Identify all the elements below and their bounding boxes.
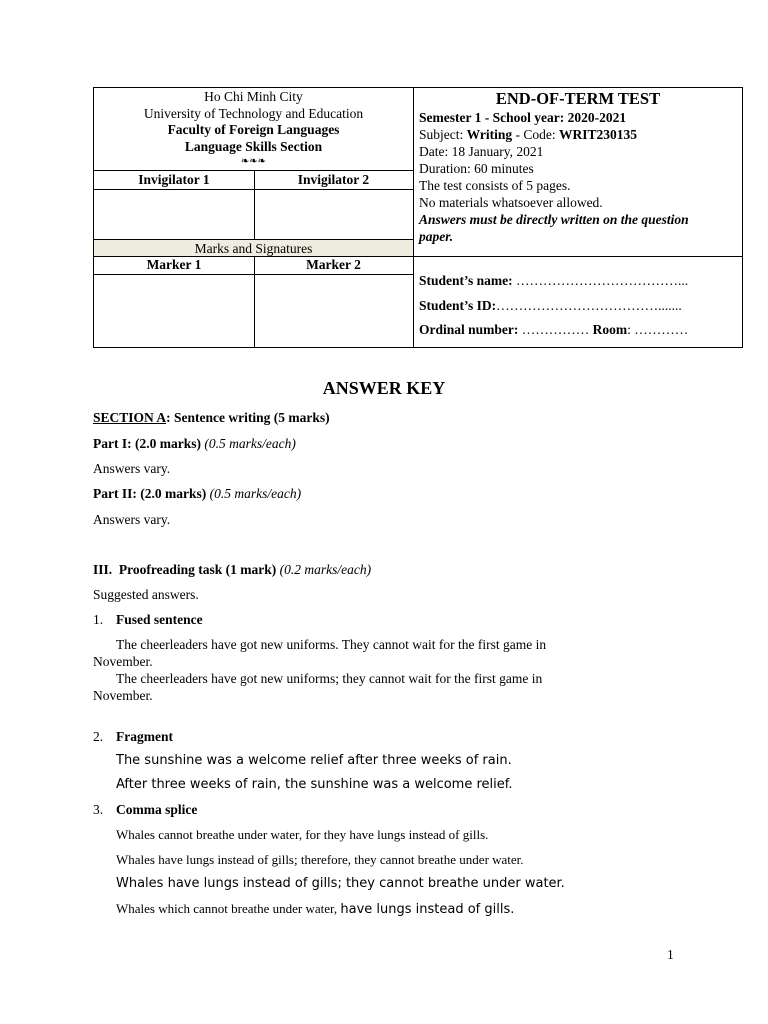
pages-label: The test consists of 5 pages. bbox=[419, 178, 571, 193]
room-dots: : ………… bbox=[627, 322, 689, 337]
test-info-block bbox=[419, 88, 739, 245]
section-label: Language Skills Section bbox=[184, 138, 323, 154]
part3-note: (0.2 marks/each) bbox=[276, 562, 372, 577]
part1-label: Part I: (2.0 marks) bbox=[93, 436, 201, 451]
institution-block bbox=[94, 88, 413, 169]
city-label: Ho Chi Minh City bbox=[204, 89, 303, 104]
ordinal-dots: …………… bbox=[521, 322, 593, 337]
part1-note: (0.5 marks/each) bbox=[200, 436, 296, 451]
suggested-answers-label: Suggested answers. bbox=[93, 587, 199, 602]
student-id-line bbox=[419, 297, 739, 315]
part2-answer: Answers vary. bbox=[93, 512, 171, 527]
item-3-answer-4b: have lungs instead of gills. bbox=[340, 902, 515, 917]
student-name-dots: ………………………………... bbox=[516, 273, 689, 288]
part1-heading bbox=[93, 436, 296, 452]
invigilator-2-header: Invigilator 2 bbox=[297, 172, 370, 187]
part2-note: (0.5 marks/each) bbox=[206, 486, 302, 501]
header-right-panel bbox=[413, 88, 742, 347]
part3-num: III. bbox=[93, 562, 113, 577]
item-2-answer-2: After three weeks of rain, the sunshine was a welcome relief. bbox=[116, 777, 513, 792]
divider bbox=[254, 256, 255, 347]
marker-1-header: Marker 1 bbox=[146, 257, 202, 272]
materials-label: No materials whatsoever allowed. bbox=[419, 195, 603, 210]
exam-header-table bbox=[93, 87, 743, 348]
item-1-answer-2a: The cheerleaders have got new uniforms; they cannot wait for the first game in bbox=[116, 671, 543, 686]
university-label: University of Technology and Education bbox=[143, 105, 364, 121]
item-3-answer-4a: Whales which cannot breathe under water, bbox=[116, 901, 341, 916]
item-3-answer-4 bbox=[116, 901, 514, 917]
part3-heading bbox=[93, 562, 371, 578]
divider bbox=[254, 170, 255, 240]
instruction-line-2: paper. bbox=[419, 229, 454, 244]
item-2-answer-1: The sunshine was a welcome relief after three weeks of rain. bbox=[116, 753, 512, 768]
part1-answer: Answers vary. bbox=[93, 461, 171, 476]
student-name-line bbox=[419, 272, 739, 290]
subject-line bbox=[419, 126, 739, 143]
answer-key-title: ANSWER KEY bbox=[322, 378, 446, 398]
subject-value: Writing bbox=[466, 127, 513, 142]
item-3-answer-3: Whales have lungs instead of gills; they cannot breathe under water. bbox=[116, 876, 565, 891]
code-value: WRIT230135 bbox=[559, 127, 638, 142]
part2-heading bbox=[93, 486, 301, 502]
page-number: 1 bbox=[667, 947, 674, 962]
faculty-label: Faculty of Foreign Languages bbox=[167, 122, 340, 137]
room-label: Room bbox=[592, 322, 628, 337]
item-2-title: Fragment bbox=[116, 729, 173, 744]
student-id-label: Student’s ID: bbox=[419, 298, 497, 313]
item-1-number: 1. bbox=[93, 612, 104, 627]
ordinal-label: Ordinal number: bbox=[419, 322, 522, 337]
item-1-title: Fused sentence bbox=[116, 612, 203, 627]
ornament-glyphs: ❧❧❧ bbox=[240, 156, 267, 167]
item-3-answer-1: Whales cannot breathe under water, for they have lungs instead of gills. bbox=[116, 827, 489, 842]
part3-label: Proofreading task (1 mark) bbox=[118, 562, 277, 577]
marker-2-header: Marker 2 bbox=[306, 257, 361, 272]
subject-label: Subject: bbox=[419, 127, 467, 142]
item-3-answer-2: Whales have lungs instead of gills; therefore, they cannot breathe under water. bbox=[116, 852, 524, 867]
item-1-answer-1a: The cheerleaders have got new uniforms. They cannot wait for the first game in bbox=[116, 637, 547, 652]
section-a-label: SECTION A bbox=[93, 410, 167, 425]
item-1-answer-2b: November. bbox=[93, 688, 153, 703]
code-label: - Code: bbox=[512, 127, 560, 142]
part2-label: Part II: (2.0 marks) bbox=[93, 486, 207, 501]
ordinal-room-line bbox=[419, 321, 739, 339]
student-id-dots: ………………………………....... bbox=[496, 298, 682, 313]
date-label: Date: 18 January, 2021 bbox=[419, 144, 544, 159]
item-2-number: 2. bbox=[93, 729, 104, 744]
section-a-heading bbox=[93, 410, 330, 426]
duration-label: Duration: 60 minutes bbox=[419, 161, 534, 176]
item-3-number: 3. bbox=[93, 802, 104, 817]
marks-signatures-label: Marks and Signatures bbox=[94, 240, 413, 257]
instruction-line-1: Answers must be directly written on the question bbox=[419, 212, 689, 227]
item-3-title: Comma splice bbox=[116, 802, 198, 817]
divider bbox=[413, 256, 742, 257]
test-title: END-OF-TERM TEST bbox=[495, 89, 661, 108]
semester-label: Semester 1 - School year: 2020-2021 bbox=[419, 110, 627, 125]
header-left-panel bbox=[94, 88, 414, 347]
student-name-label: Student’s name: bbox=[419, 273, 517, 288]
section-a-rest: : Sentence writing (5 marks) bbox=[166, 410, 330, 425]
invigilator-1-header: Invigilator 1 bbox=[138, 172, 210, 187]
item-1-answer-1b: November. bbox=[93, 654, 153, 669]
